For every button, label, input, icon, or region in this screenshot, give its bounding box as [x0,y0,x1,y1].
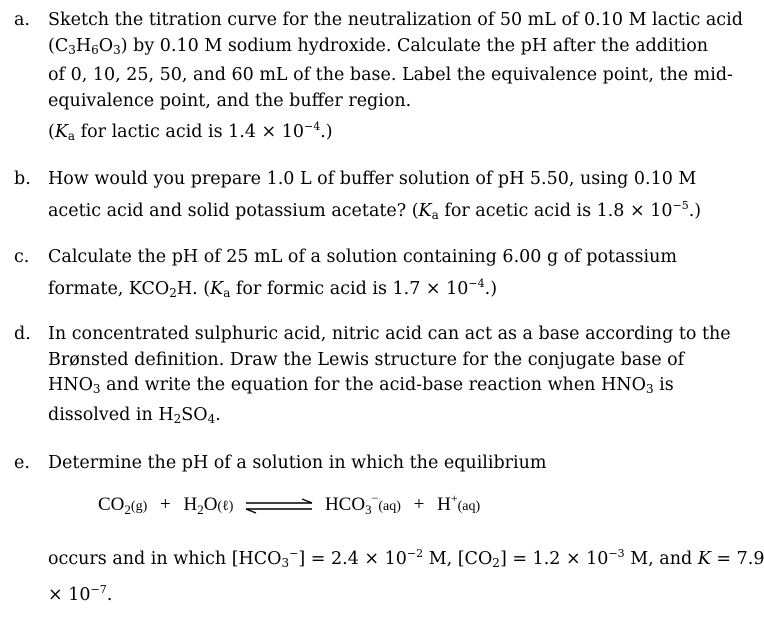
question-c-text [48,245,698,306]
question-a-line-5: ($K_a$ for lactic acid is $1.4 \times 10^{-4}$.) [48,120,333,143]
question-a-text [48,8,743,150]
eq-h2o: $H_2O(\ell)$ [183,494,234,517]
question-a-line-3: of 0, 10, 25, 50, and 60 mL of the base. Label the equivalence point, the mid- [48,65,733,85]
question-e-line-3: occurs and in which $[HCO_3^-] = 2.4 \times 10^{-2}$ M, $[CO_2] = 1.2 \times 10^{-3}$ M, and K = 7.9 [48,547,764,570]
question-a-letter: a. [14,10,30,30]
question-d-line-1: In concentrated sulphuric acid, nitric acid can act as a base according to the [48,324,731,344]
eq-h-plus: H+(aq) [437,491,481,515]
question-c-line-1: Calculate the pH of 25 mL of a solution containing 6.00 g of potassium [48,247,677,267]
equilibrium-equation [98,491,480,518]
question-d-letter: d. [14,324,31,344]
question-e-text [48,451,698,477]
question-d-line-2: Brønsted definition. Draw the Lewis structure for the conjugate base of [48,349,685,370]
question-a-line-4: equivalence point, and the buffer region. [48,90,412,111]
question-b-letter: b. [14,169,31,189]
question-d-line-3: $HNO_3$ and write the equation for the acid-base reaction when $HNO_3$ is [48,375,674,396]
question-a-line-1: Sketch the titration curve for the neutralization of 50 mL of 0.10 M lactic acid [48,10,743,30]
question-b-text [48,167,702,228]
question-e-conditions [48,541,764,608]
equilibrium-arrow-icon [244,499,314,513]
question-d-text [48,322,731,432]
question-a-line-2: $(C_3H_6O_3)$ by 0.10 M sodium hydroxide. Calculate the pH after the addition [48,35,709,57]
eq-plus-2: + [413,494,425,515]
question-e-letter: e. [14,453,30,473]
question-c-letter: c. [14,247,30,267]
eq-plus-1: + [159,494,171,515]
question-b-line-1: How would you prepare 1.0 L of buffer solution of pH 5.50, using 0.10 M [48,169,697,189]
eq-hco3: $HCO_3^-(aq)$ [324,491,401,517]
question-e-line-4: × $10^{-7}$. [48,582,113,605]
question-d-line-4: dissolved in $H_2SO_4$. [48,404,221,426]
question-e-line-1: Determine the pH of a solution in which the equilibrium [48,453,547,473]
question-b-line-2: acetic acid and solid potassium acetate? ($K_a$ for acetic acid is $1.8 \times 10^{-5}$.) [48,198,702,222]
question-c-line-2: formate, $KCO_2H$. ($K_a$ for formic acid is $1.7 \times 10^{-4}$.) [48,276,498,300]
eq-co2: $CO_2(g)$ [98,494,148,517]
